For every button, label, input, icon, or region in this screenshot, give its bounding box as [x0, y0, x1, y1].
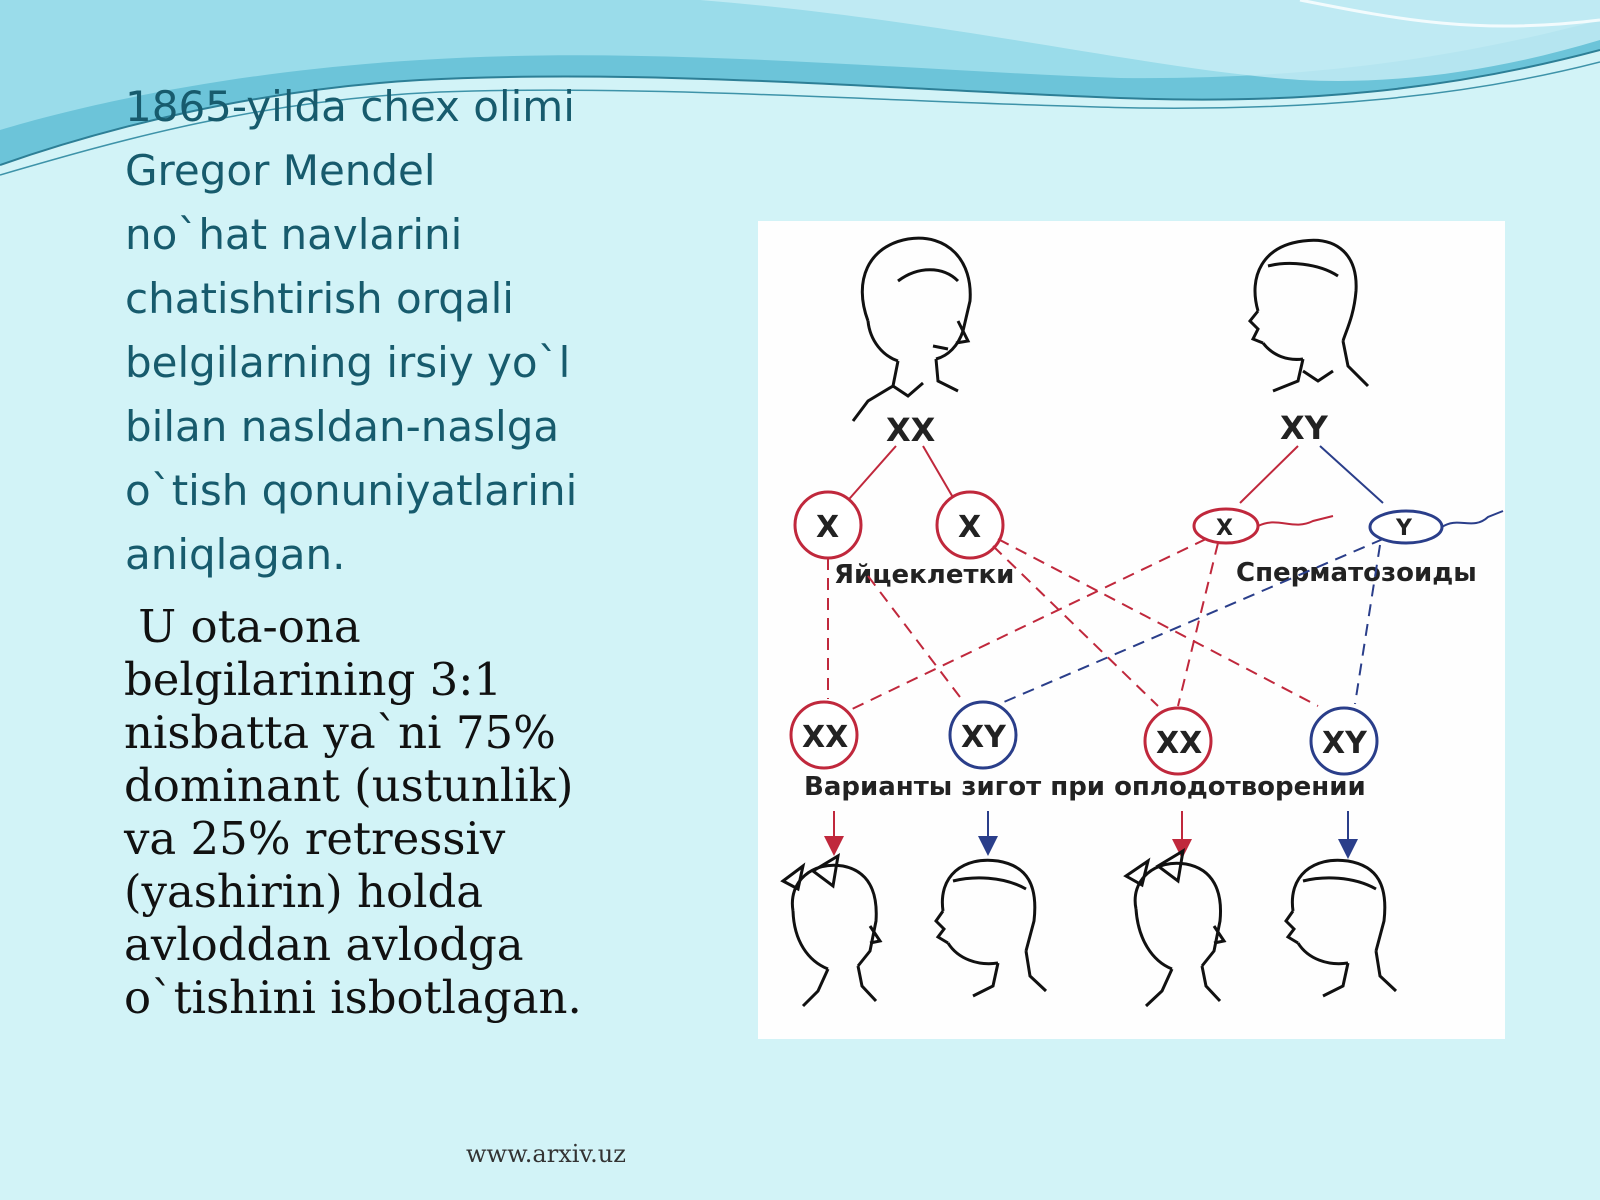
- intro-line: Gregor Mendel: [125, 146, 436, 195]
- zygotes-caption: Варианты зигот при оплодотворении: [804, 772, 1366, 802]
- intro-line: aniqlagan.: [125, 530, 346, 579]
- zygote-label: XY: [1322, 726, 1367, 761]
- sperm-cell: [1370, 511, 1503, 543]
- sperm-label: X: [1216, 516, 1233, 541]
- girl-head-icon: [783, 856, 880, 1006]
- sperm-label: Y: [1396, 516, 1412, 541]
- zygote: [1311, 708, 1377, 774]
- intro-line: no`hat navlarini: [125, 210, 463, 259]
- egg-cell: [795, 492, 861, 558]
- offspring-arrows: [834, 811, 1348, 849]
- female-parent-head-icon: [853, 238, 970, 421]
- ratio-line: nisbatta ya`ni 75%: [124, 706, 556, 759]
- sperm-cell: [1194, 509, 1333, 543]
- footer-url: www.arxiv.uz: [466, 1140, 626, 1168]
- parent-gamete-lines: [843, 446, 1383, 506]
- zygote-label: XX: [1156, 726, 1203, 761]
- intro-line: chatishtirish orqali: [125, 274, 514, 323]
- ratio-paragraph: [124, 600, 684, 1024]
- ratio-line: U ota-ona: [124, 600, 361, 653]
- zygote-label: XY: [961, 720, 1006, 755]
- zygote-label: XX: [802, 720, 849, 755]
- female-parent-genotype: XX: [886, 411, 936, 449]
- sperm-caption: Сперматозоиды: [1236, 558, 1477, 588]
- girl-head-icon: [1126, 851, 1224, 1006]
- male-parent-genotype: XY: [1280, 409, 1328, 447]
- zygote: [950, 702, 1016, 768]
- sex-inheritance-diagram: [758, 221, 1505, 1039]
- ratio-line: avloddan avlodga: [124, 918, 524, 971]
- male-parent-head-icon: [1250, 240, 1368, 391]
- intro-line: o`tish qonuniyatlarini: [125, 466, 578, 515]
- egg-label: X: [958, 510, 982, 545]
- ratio-line: va 25% retressiv: [124, 812, 506, 865]
- ratio-line: o`tishini isbotlagan.: [124, 971, 582, 1024]
- zygote: [791, 702, 857, 768]
- boy-head-icon: [936, 860, 1046, 996]
- ratio-line: dominant (ustunlik): [124, 759, 574, 812]
- egg-cell: [937, 492, 1003, 558]
- intro-line: belgilarning irsiy yo`l: [125, 338, 571, 387]
- boy-head-icon: [1286, 860, 1396, 996]
- egg-label: X: [816, 510, 840, 545]
- eggs-caption: Яйцеклетки: [834, 560, 1015, 590]
- intro-line: 1865-yilda chex olimi: [125, 82, 575, 131]
- intro-line: bilan nasldan-naslga: [125, 402, 560, 451]
- zygote: [1145, 708, 1211, 774]
- ratio-line: (yashirin) holda: [124, 865, 484, 918]
- intro-paragraph: [125, 75, 645, 587]
- ratio-line: belgilarining 3:1: [124, 653, 503, 706]
